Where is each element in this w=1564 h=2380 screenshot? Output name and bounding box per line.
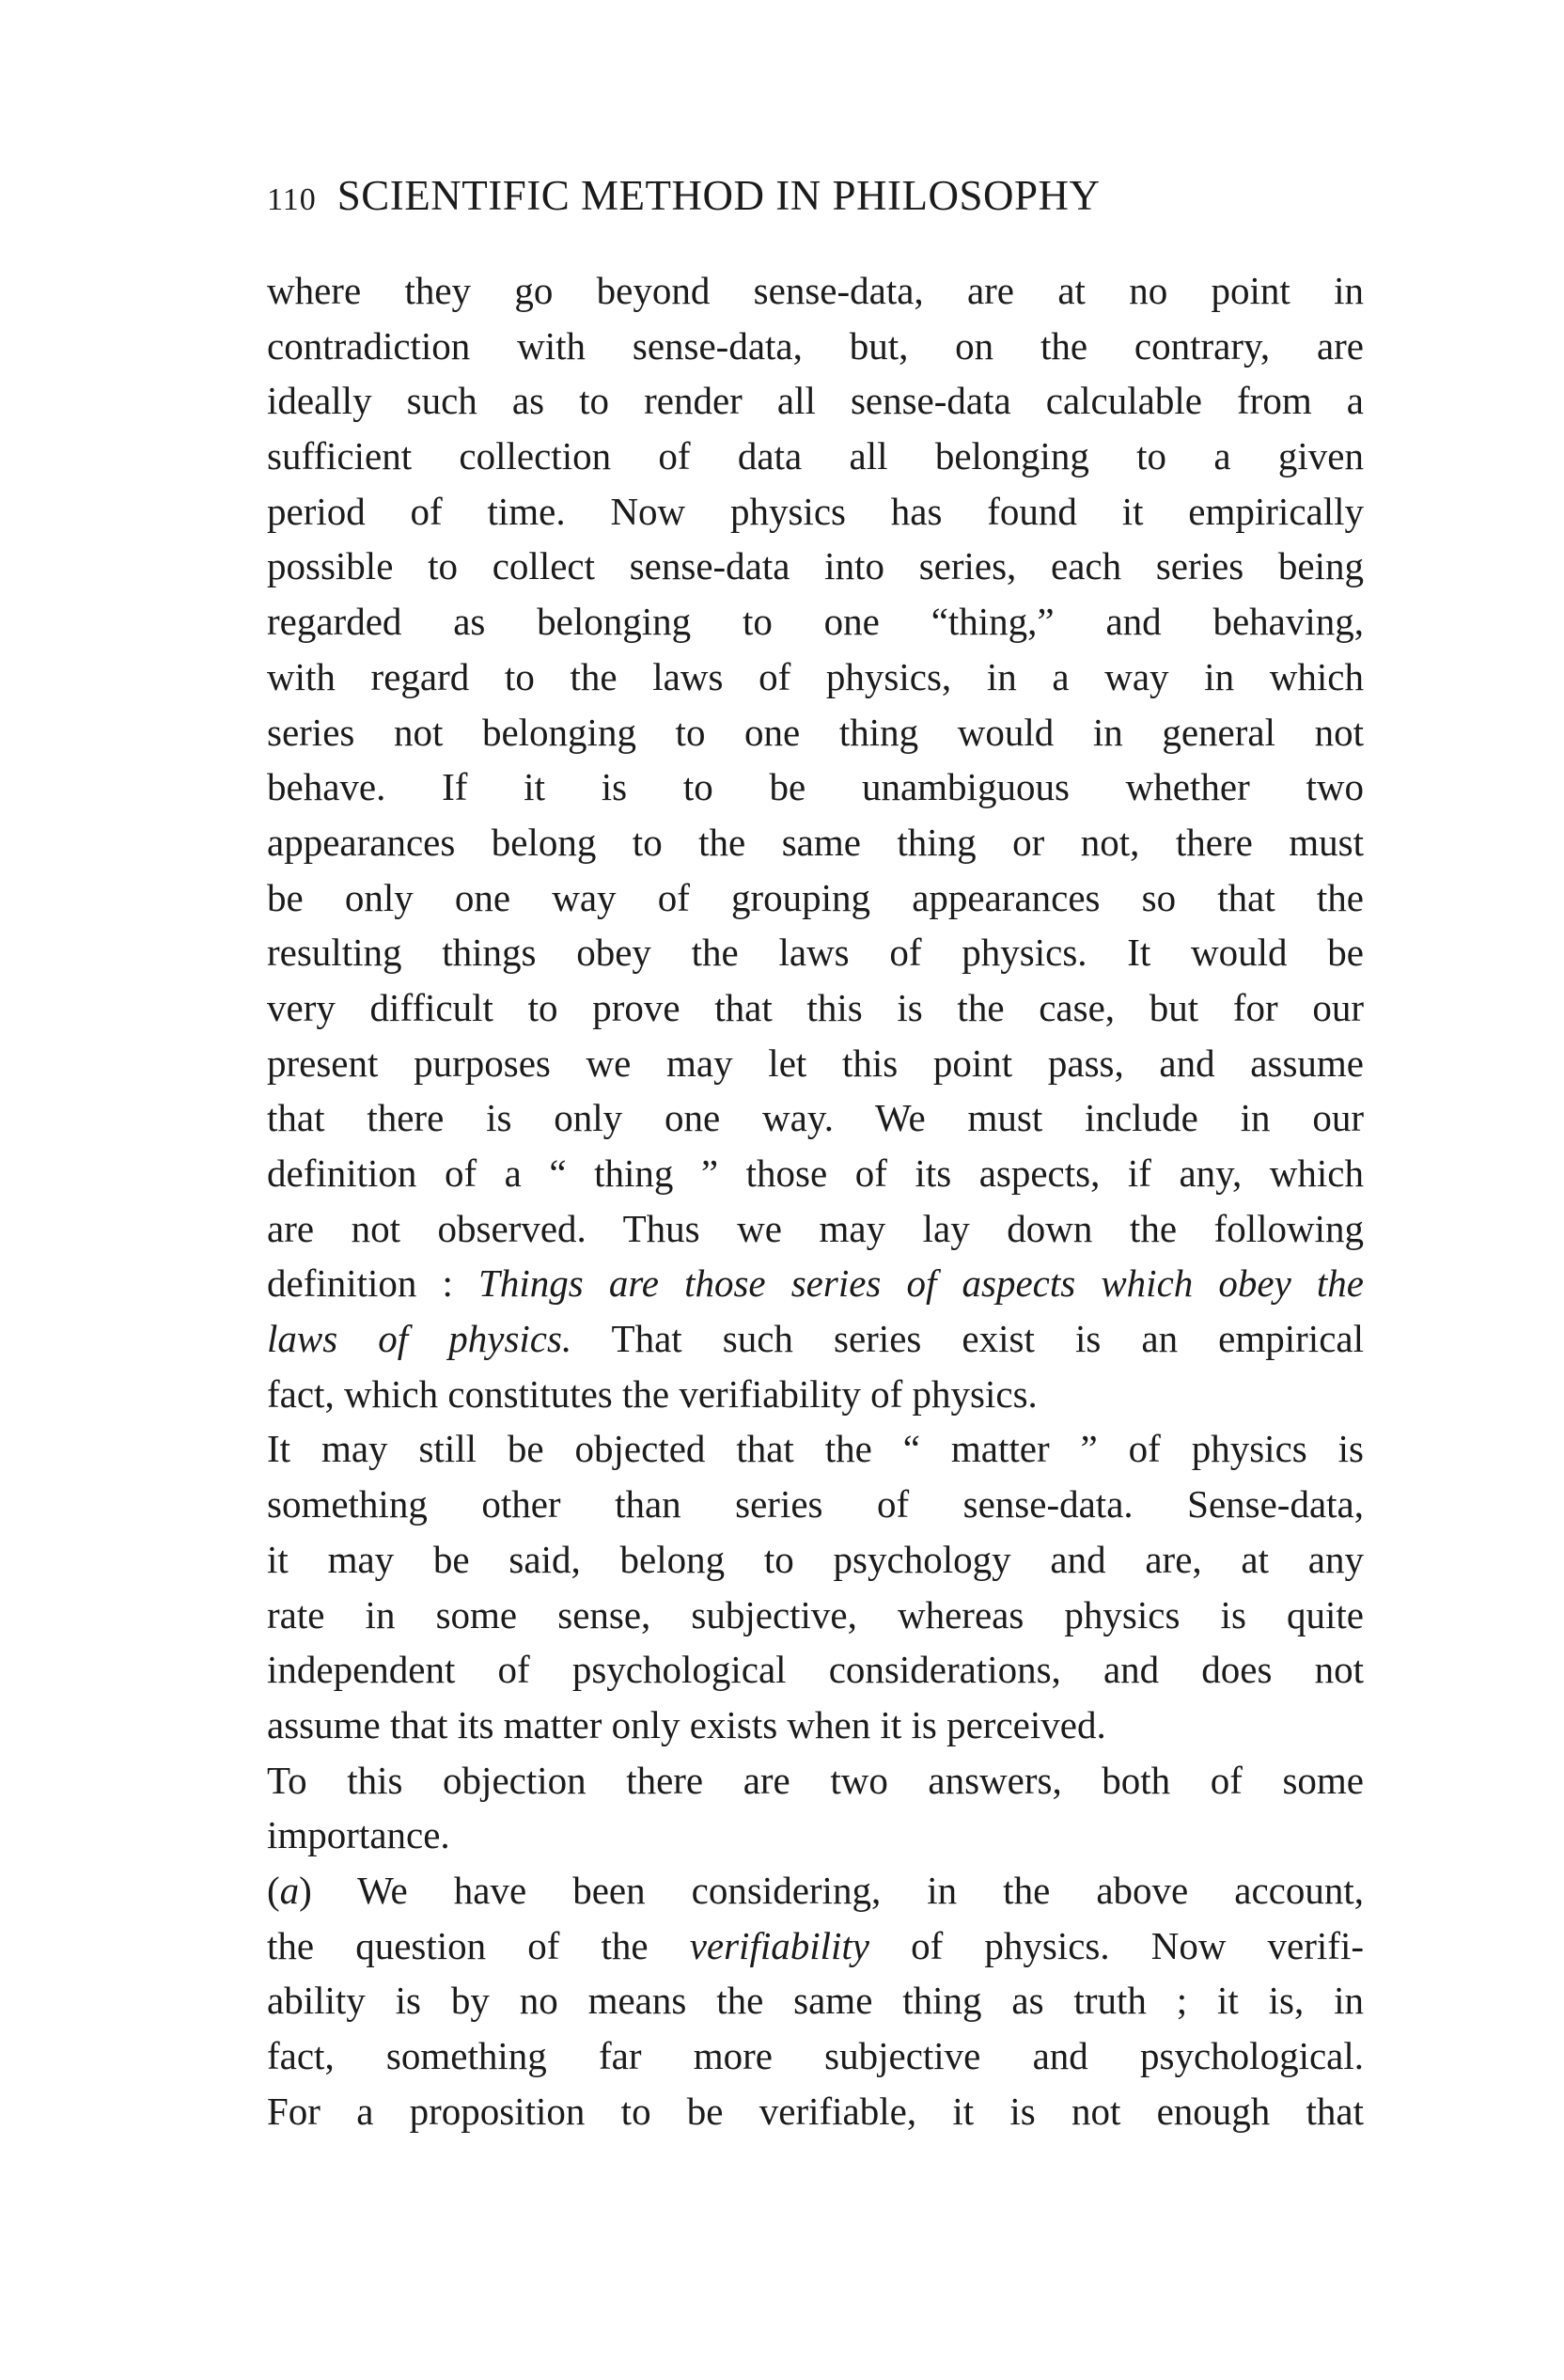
- text-segment: be only one way of grouping appearances so that the: [267, 875, 1364, 919]
- text-line: [267, 925, 1364, 980]
- text-segment: ability is by no means the same thing as truth ; it is, in: [267, 1979, 1364, 2023]
- text-line: [267, 1311, 1364, 1367]
- text-line: [267, 539, 1364, 594]
- text-line: [267, 650, 1364, 705]
- text-line: [267, 759, 1364, 815]
- text-segment: regarded as belonging to one “thing,” and behaving,: [267, 600, 1364, 644]
- text-segment: fact, which constitutes the verifiability of physics.: [267, 1371, 1038, 1416]
- text-line: [267, 1808, 1364, 1863]
- text-line: [267, 1201, 1364, 1257]
- text-segment: appearances belong to the same thing or not, there must: [267, 820, 1364, 864]
- text-line: [267, 594, 1364, 650]
- text-segment: assume that its matter only exists when it is perceived.: [267, 1702, 1106, 1746]
- text-line: [267, 815, 1364, 870]
- text-segment: behave. If it is to be unambiguous whether two: [267, 765, 1364, 809]
- text-segment: that there is only one way. We must include in our: [267, 1096, 1364, 1140]
- text-line: [267, 263, 1364, 319]
- text-line: [267, 1477, 1364, 1532]
- text-segment: importance.: [267, 1813, 450, 1857]
- text-segment: It may still be objected that the “ matter ” of physics is: [267, 1427, 1364, 1471]
- text-segment: To this objection there are two answers, both of some: [267, 1758, 1364, 1802]
- text-segment: contradiction with sense-data, but, on the contrary, are: [267, 323, 1364, 368]
- text-segment: independent of psychological considerations, and does not: [267, 1648, 1364, 1692]
- text-line: [267, 484, 1364, 540]
- text-segment: ideally such as to render all sense-data calculable from a: [267, 379, 1364, 423]
- text-line: [267, 1588, 1364, 1643]
- paragraph-first-line: [267, 1753, 1364, 1808]
- text-line: [267, 1036, 1364, 1091]
- text-line: [267, 373, 1364, 429]
- text-segment: something other than series of sense-data. Sense-data,: [267, 1482, 1364, 1527]
- text-line: [267, 1532, 1364, 1588]
- text-segment: it may be said, belong to psychology and are, at any: [267, 1537, 1364, 1581]
- text-segment: very difficult to prove that this is the case, but for our: [267, 985, 1364, 1029]
- text-segment: That such series exist is an empirical: [571, 1317, 1364, 1361]
- text-line: [267, 1642, 1364, 1698]
- text-segment: sufficient collection of data all belonging to a given: [267, 434, 1364, 478]
- running-header: [267, 171, 1341, 220]
- text-segment: present purposes we may let this point pass, and assume: [267, 1041, 1364, 1085]
- italic-text: laws of physics.: [267, 1317, 572, 1361]
- text-line: [267, 1090, 1364, 1146]
- page-number: 110: [267, 182, 317, 217]
- text-line: [267, 980, 1364, 1036]
- text-line: [267, 429, 1364, 484]
- text-segment: definition :: [267, 1261, 479, 1306]
- text-segment: rate in some sense, subjective, whereas physics is quite: [267, 1592, 1364, 1636]
- text-line: [267, 1698, 1364, 1753]
- italic-text: a: [279, 1868, 300, 1912]
- text-line: [267, 2028, 1364, 2084]
- text-line: [267, 1256, 1364, 1311]
- text-line: [267, 1146, 1364, 1201]
- page-body-text: [267, 263, 1364, 2138]
- text-line: [267, 2084, 1364, 2139]
- text-segment: (: [267, 1868, 280, 1912]
- text-line: [267, 1973, 1364, 2028]
- text-segment: fact, something far more subjective and psychological.: [267, 2034, 1364, 2077]
- text-line: [267, 319, 1364, 374]
- italic-text: Things are those series of aspects which obey the: [478, 1261, 1364, 1306]
- text-line: [267, 870, 1364, 926]
- text-segment: ) We have been considering, in the above account,: [299, 1868, 1364, 1912]
- text-segment: are not observed. Thus we may lay down the following: [267, 1206, 1364, 1250]
- text-segment: period of time. Now physics has found it empirically: [267, 489, 1364, 533]
- paragraph-first-line: [267, 1421, 1364, 1477]
- text-line: [267, 1367, 1364, 1422]
- text-segment: of physics. Now verifi-: [869, 1923, 1364, 1967]
- text-segment: For a proposition to be verifiable, it is not enough that: [267, 2089, 1364, 2133]
- running-title: SCIENTIFIC METHOD IN PHILOSOPHY: [336, 172, 1101, 219]
- text-line: [267, 1918, 1364, 1974]
- text-segment: the question of the: [267, 1923, 690, 1967]
- text-segment: possible to collect sense-data into series, each series being: [267, 544, 1364, 588]
- text-segment: with regard to the laws of physics, in a way in which: [267, 654, 1364, 698]
- italic-text: verifiability: [689, 1923, 869, 1967]
- text-line: [267, 705, 1364, 760]
- text-segment: series not belonging to one thing would in general not: [267, 710, 1364, 754]
- text-segment: resulting things obey the laws of physics. It would be: [267, 931, 1364, 975]
- text-segment: definition of a “ thing ” those of its aspects, if any, which: [267, 1151, 1364, 1195]
- text-segment: where they go beyond sense-data, are at no point in: [267, 269, 1364, 312]
- paragraph-first-line: [267, 1863, 1364, 1918]
